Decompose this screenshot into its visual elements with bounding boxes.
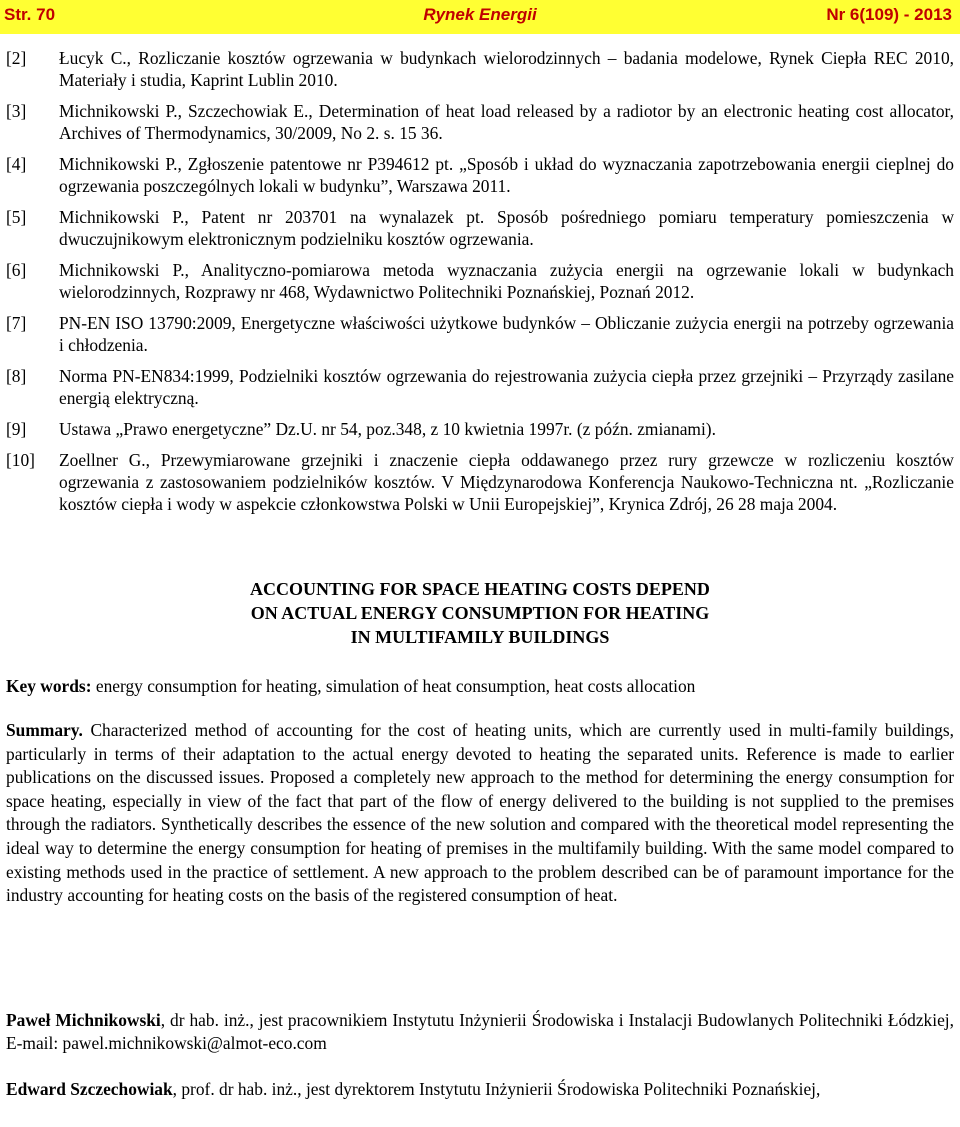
reference-number: [10]	[6, 450, 35, 470]
reference-item	[6, 365, 954, 409]
reference-text: Michnikowski P., Szczechowiak E., Determination of heat load released by a radiotor by an electronic heating cost allocator, Archives of Thermodynamics, 30/2009, No 2. s. 15 36.	[59, 101, 954, 143]
reference-item	[6, 418, 954, 440]
reference-number: [2]	[6, 48, 27, 68]
reference-item	[6, 206, 954, 250]
keywords	[6, 675, 954, 697]
reference-text: Michnikowski P., Patent nr 203701 na wynalazek pt. Sposób pośredniego pomiaru temperatury pomieszczenia w dwuczujnikowym elektronicznym podzielniku kosztów ogrzewania.	[59, 207, 954, 249]
reference-text: Zoellner G., Przewymiarowane grzejniki i znaczenie ciepła oddawanego przez rury grzewcze w rozliczeniu kosztów ogrzewania z zastosowaniem podzielników kosztów. V Międzynarodowa Konferencja Naukowo-Techniczna nt. „Rozliczanie kosztów ciepła i wody w aspekcie członkowstwa Polski w Unii Europejskiej”, Krynica Zdrój, 26 28 maja 2004.	[59, 450, 954, 514]
author-name: Paweł Michnikowski	[6, 1010, 161, 1030]
reference-number: [4]	[6, 154, 27, 174]
reference-item	[6, 47, 954, 91]
author-affiliation: , prof. dr hab. inż., jest dyrektorem Instytutu Inżynierii Środowiska Politechniki Poznańskiej,	[172, 1079, 821, 1099]
author-note	[6, 1078, 954, 1101]
reference-text: Łucyk C., Rozliczanie kosztów ogrzewania w budynkach wielorodzinnych – badania modelowe, Rynek Ciepła REC 2010, Materiały i studia, Kaprint Lublin 2010.	[59, 48, 954, 90]
reference-text: Ustawa „Prawo energetyczne” Dz.U. nr 54, poz.348, z 10 kwietnia 1997r. (z późn. zmianami).	[59, 419, 716, 439]
journal-name: Rynek Energii	[423, 5, 537, 24]
reference-number: [7]	[6, 313, 27, 333]
keywords-text: energy consumption for heating, simulation of heat consumption, heat costs allocation	[91, 676, 696, 696]
reference-item	[6, 100, 954, 144]
article-title	[0, 577, 960, 649]
reference-item	[6, 312, 954, 356]
keywords-label: Key words:	[6, 676, 92, 696]
summary-text: Characterized method of accounting for the cost of heating units, which are currently used in multi-family buildings, particularly in terms of their adaptation to the actual energy devoted to heating the separated units. Reference is made to earlier publications on the discussed issues. Proposed a completely new approach to the method for determining the energy consumption for space heating, especially in view of the fact that part of the flow of energy delivered to the building is not supplied to the premises through the radiators. Synthetically describes the essence of the new solution and compared with the theoretical model representing the ideal way to determine the energy consumption for heating of premises in the multifamily building. With the same model compared to existing methods used in the practice of settlement. A new approach to the problem described can be of paramount importance for the industry accounting for heating costs on the basis of the registered consumption of heat.	[6, 720, 954, 906]
title-line: IN MULTIFAMILY BUILDINGS	[350, 627, 610, 647]
reference-number: [8]	[6, 366, 27, 386]
summary	[6, 719, 954, 908]
reference-item	[6, 449, 954, 515]
summary-label: Summary.	[6, 720, 83, 740]
author-name: Edward Szczechowiak	[6, 1079, 173, 1099]
title-line: ACCOUNTING FOR SPACE HEATING COSTS DEPEND	[250, 579, 710, 599]
title-line: ON ACTUAL ENERGY CONSUMPTION FOR HEATING	[250, 603, 710, 623]
reference-text: PN-EN ISO 13790:2009, Energetyczne właściwości użytkowe budynków – Obliczanie zużycia energii na potrzeby ogrzewania i chłodzenia.	[59, 313, 954, 355]
reference-number: [6]	[6, 260, 27, 280]
reference-number: [9]	[6, 419, 27, 439]
reference-number: [5]	[6, 207, 27, 227]
reference-list	[6, 47, 954, 524]
reference-number: [3]	[6, 101, 27, 121]
reference-item	[6, 153, 954, 197]
page-header	[0, 0, 960, 34]
author-note	[6, 1009, 954, 1055]
page-number: Str. 70	[4, 5, 56, 24]
author-affiliation: , dr hab. inż., jest pracownikiem Instytutu Inżynierii Środowiska i Instalacji Budowlanych Politechniki Łódzkiej, E-mail: pawel.michnikowski@almot-eco.com	[6, 1010, 954, 1053]
reference-text: Michnikowski P., Analityczno-pomiarowa metoda wyznaczania zużycia energii na ogrzewanie lokali w budynkach wielorodzinnych, Rozprawy nr 468, Wydawnictwo Politechniki Poznańskiej, Poznań 2012.	[59, 260, 954, 302]
reference-item	[6, 259, 954, 303]
issue-number: Nr 6(109) - 2013	[826, 5, 952, 24]
reference-text: Norma PN-EN834:1999, Podzielniki kosztów ogrzewania do rejestrowania zużycia ciepła przez grzejniki – Przyrządy zasilane energią elektryczną.	[59, 366, 954, 408]
reference-text: Michnikowski P., Zgłoszenie patentowe nr P394612 pt. „Sposób i układ do wyznaczania zapotrzebowania energii cieplnej do ogrzewania poszczególnych lokali w budynku”, Warszawa 2011.	[59, 154, 954, 196]
